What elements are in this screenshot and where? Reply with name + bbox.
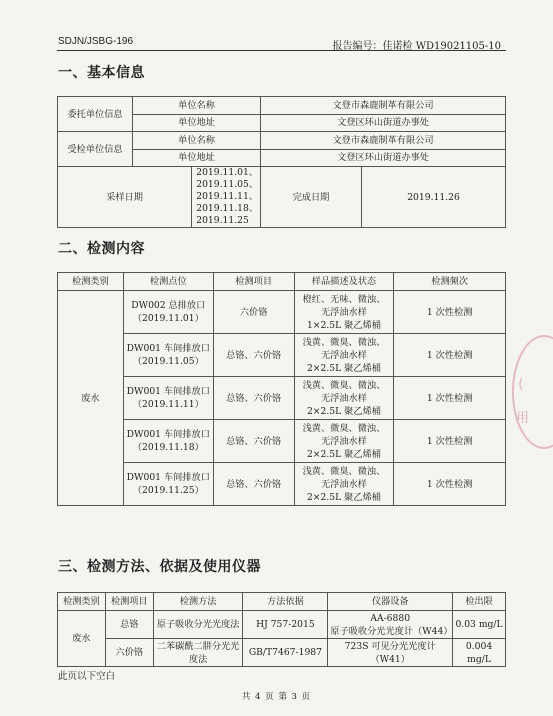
desc-line: 橙红、无味、微浊、: [302, 293, 386, 305]
unit-addr-label: 单位地址: [133, 149, 261, 167]
section-3-title: 三、检测方法、依据及使用仪器: [58, 559, 261, 575]
desc-line: 无浮油水样: [320, 349, 367, 361]
item-cell: 六价铬: [213, 291, 294, 334]
completion-date: 2019.11.26: [361, 167, 505, 228]
point-name: DW001 车间排放口: [126, 343, 210, 354]
col-header: 检测项目: [213, 273, 294, 291]
desc-cell: [294, 420, 394, 463]
desc-line: 无浮油水样: [320, 306, 367, 318]
doc-code: SDJN/JSBG-196: [58, 36, 134, 47]
desc-cell: [294, 291, 394, 334]
detection-row: [58, 334, 506, 377]
item-cell: 六价铬: [105, 639, 153, 667]
freq-cell: 1 次性检测: [394, 463, 506, 506]
col-header: 检测类别: [58, 273, 124, 291]
limit-cell: 0.03 mg/L: [453, 611, 506, 639]
basis-cell: GB/T7467-1987: [243, 639, 328, 667]
point-cell: [123, 420, 213, 463]
point-name: DW002 总排放口: [131, 300, 206, 311]
col-header: 仪器设备: [328, 593, 453, 611]
item-cell: 总铬、六价铬: [213, 420, 294, 463]
freq-cell: 1 次性检测: [394, 334, 506, 377]
desc-line: 2×2.5L 聚乙烯桶: [306, 491, 381, 503]
point-date: （2019.11.18）: [132, 442, 204, 453]
sampling-dates: 2019.11.01、2019.11.05、2019.11.11、2019.11.18、2019.11.25: [192, 167, 261, 228]
unit-name-label: 单位名称: [133, 132, 261, 150]
col-header: 检测方法: [153, 593, 243, 611]
col-header: 检测点位: [123, 273, 213, 291]
item-cell: 总铬: [105, 611, 153, 639]
col-header: 检测类别: [58, 593, 106, 611]
method-cell: 原子吸收分光光度法: [153, 611, 243, 639]
item-cell: 总铬、六价铬: [213, 377, 294, 420]
point-name: DW001 车间排放口: [126, 472, 210, 483]
basic-info-table: [57, 96, 506, 228]
desc-line: 无浮油水样: [320, 478, 367, 490]
report-number: 报告编号：佳诺检 WD19021105-10: [332, 41, 501, 52]
methods-table: [57, 592, 506, 667]
seal-stamp: ⟨ 用: [512, 335, 553, 449]
inspected-addr: 文登区环山街道办事处: [261, 149, 506, 167]
method-cell: 二苯碳酰二肼分光光度法: [153, 639, 243, 667]
desc-line: 无浮油水样: [320, 435, 367, 447]
desc-line: 2×2.5L 聚乙烯桶: [306, 405, 381, 417]
desc-line: 1×2.5L 聚乙烯桶: [306, 319, 381, 331]
equipment-line: 原子吸收分光光度计（W44）: [330, 625, 453, 637]
page-footer: 共 4 页 第 3 页: [241, 692, 312, 702]
point-cell: [123, 334, 213, 377]
equipment-cell: 723S 可见分光光度计（W41）: [328, 639, 453, 667]
point-cell: [123, 377, 213, 420]
detection-content-table: [57, 272, 506, 506]
detection-row: [58, 420, 506, 463]
point-name: DW001 车间排放口: [126, 386, 210, 397]
point-name: DW001 车间排放口: [126, 429, 210, 440]
unit-name-label: 单位名称: [133, 97, 261, 115]
blank-note: 此页以下空白: [58, 671, 116, 682]
equipment-cell: [328, 611, 453, 639]
desc-line: 2×2.5L 聚乙烯桶: [306, 362, 381, 374]
inspected-name: 文登市森鹿制革有限公司: [261, 132, 506, 150]
desc-cell: [294, 334, 394, 377]
commission-label: 委托单位信息: [58, 97, 133, 132]
inspected-label: 受检单位信息: [58, 132, 133, 167]
desc-line: 无浮油水样: [320, 392, 367, 404]
col-header: 检测频次: [394, 273, 506, 291]
freq-cell: 1 次性检测: [394, 377, 506, 420]
desc-cell: [294, 463, 394, 506]
item-cell: 总铬、六价铬: [213, 334, 294, 377]
section-2-title: 二、检测内容: [58, 241, 145, 257]
point-date: （2019.11.01）: [132, 313, 204, 324]
desc-line: 浅黄、微臭、微浊、: [302, 336, 386, 348]
commission-addr: 文登区环山街道办事处: [261, 114, 506, 132]
commission-name: 文登市森鹿制革有限公司: [261, 97, 506, 115]
col-header: 检出限: [453, 593, 506, 611]
point-cell: [123, 291, 213, 334]
category-cell: 废水: [58, 291, 124, 506]
desc-line: 浅黄、微臭、微浊、: [302, 465, 386, 477]
equipment-line: AA-6880: [370, 612, 411, 624]
completion-label: 完成日期: [261, 167, 362, 228]
detection-row: [58, 463, 506, 506]
detection-row: [58, 291, 506, 334]
desc-line: 2×2.5L 聚乙烯桶: [306, 448, 381, 460]
point-date: （2019.11.05）: [132, 356, 204, 367]
desc-cell: [294, 377, 394, 420]
point-date: （2019.11.25）: [132, 485, 204, 496]
point-date: （2019.11.11）: [132, 399, 204, 410]
col-header: 样品描述及状态: [294, 273, 394, 291]
sampling-date-label: 采样日期: [58, 167, 192, 228]
unit-addr-label: 单位地址: [133, 114, 261, 132]
point-cell: [123, 463, 213, 506]
col-header: 方法依据: [243, 593, 328, 611]
desc-line: 浅黄、微臭、微浊、: [302, 422, 386, 434]
basis-cell: HJ 757-2015: [243, 611, 328, 639]
section-1-title: 一、基本信息: [58, 65, 145, 81]
detection-row: [58, 377, 506, 420]
desc-line: 浅黄、微臭、微浊、: [302, 379, 386, 391]
header-divider: [57, 50, 506, 51]
freq-cell: 1 次性检测: [394, 420, 506, 463]
limit-cell: 0.004 mg/L: [453, 639, 506, 667]
category-cell: 废水: [58, 611, 106, 667]
item-cell: 总铬、六价铬: [213, 463, 294, 506]
freq-cell: 1 次性检测: [394, 291, 506, 334]
col-header: 检测项目: [105, 593, 153, 611]
